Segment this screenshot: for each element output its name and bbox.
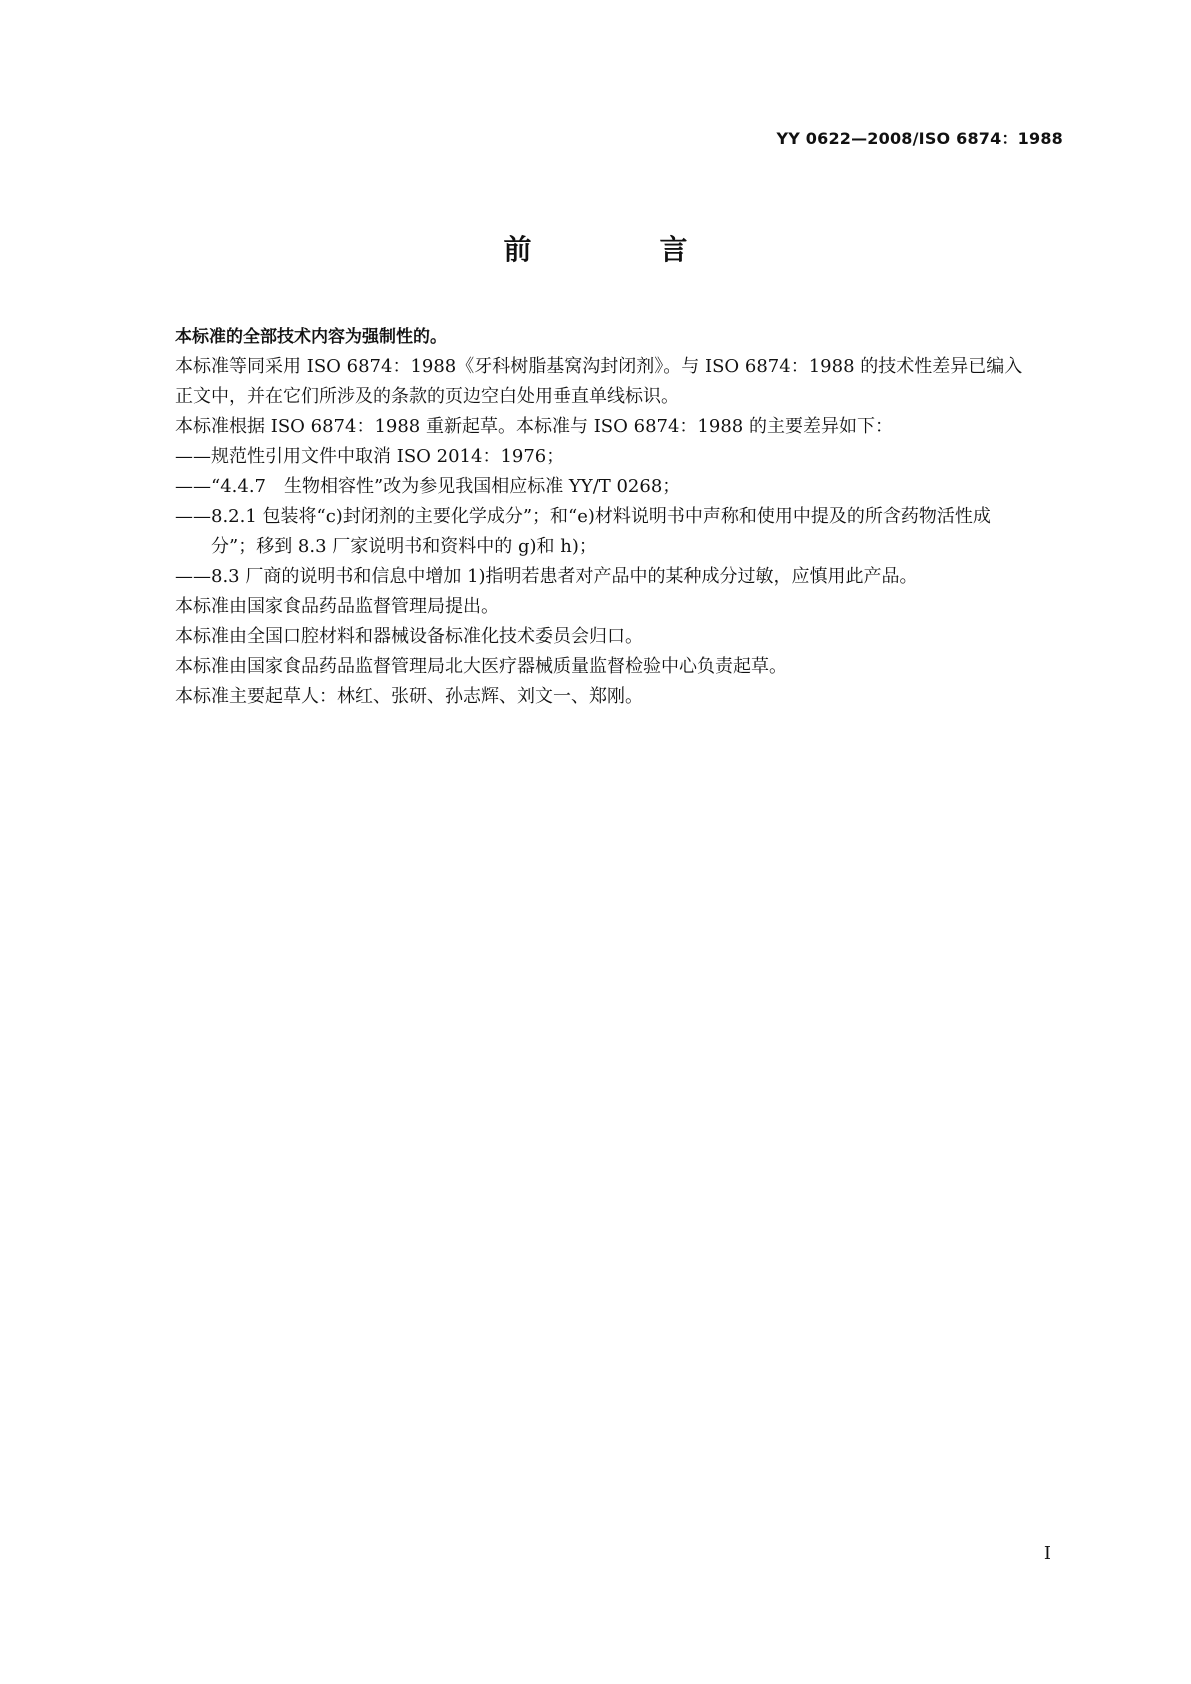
drafting-org-paragraph: 本标准由国家食品药品监督管理局北大医疗器械质量监督检验中心负责起草。 (175, 656, 787, 677)
foreword-body (175, 322, 1035, 712)
differences-intro: 本标准根据 ISO 6874：1988 重新起草。本标准与 ISO 6874：1988 的主要差异如下： (175, 416, 893, 437)
drafters-paragraph: 本标准主要起草人：林红、张研、孙志辉、刘文一、郑刚。 (175, 686, 643, 707)
proposer-paragraph: 本标准由国家食品药品监督管理局提出。 (175, 596, 499, 617)
difference-item: ——规范性引用文件中取消 ISO 2014：1976； (175, 446, 565, 467)
standard-code: YY 0622—2008/ISO 6874：1988 (776, 129, 1063, 148)
page-number: I (1043, 1543, 1051, 1564)
difference-item: ——8.2.1 包装将“c)封闭剂的主要化学成分”；和“e)材料说明书中声称和使用中提及的所含药物活性成分”；移到 8.3 厂家说明书和资料中的 g)和 h)； (175, 506, 991, 557)
difference-item: ——“4.4.7 生物相容性”改为参见我国相应标准 YY/T 0268； (175, 476, 681, 497)
adoption-paragraph: 本标准等同采用 ISO 6874：1988《牙科树脂基窝沟封闭剂》。与 ISO 6874：1988 的技术性差异已编入正文中，并在它们所涉及的条款的页边空白处用垂直单线标识。 (175, 356, 1023, 407)
committee-paragraph: 本标准由全国口腔材料和器械设备标准化技术委员会归口。 (175, 626, 643, 647)
mandatory-statement: 本标准的全部技术内容为强制性的。 (175, 327, 447, 347)
page-title: 前 言 (503, 233, 738, 266)
difference-item: ——8.3 厂商的说明书和信息中增加 1)指明若患者对产品中的某种成分过敏，应慎用此产品。 (175, 566, 918, 587)
